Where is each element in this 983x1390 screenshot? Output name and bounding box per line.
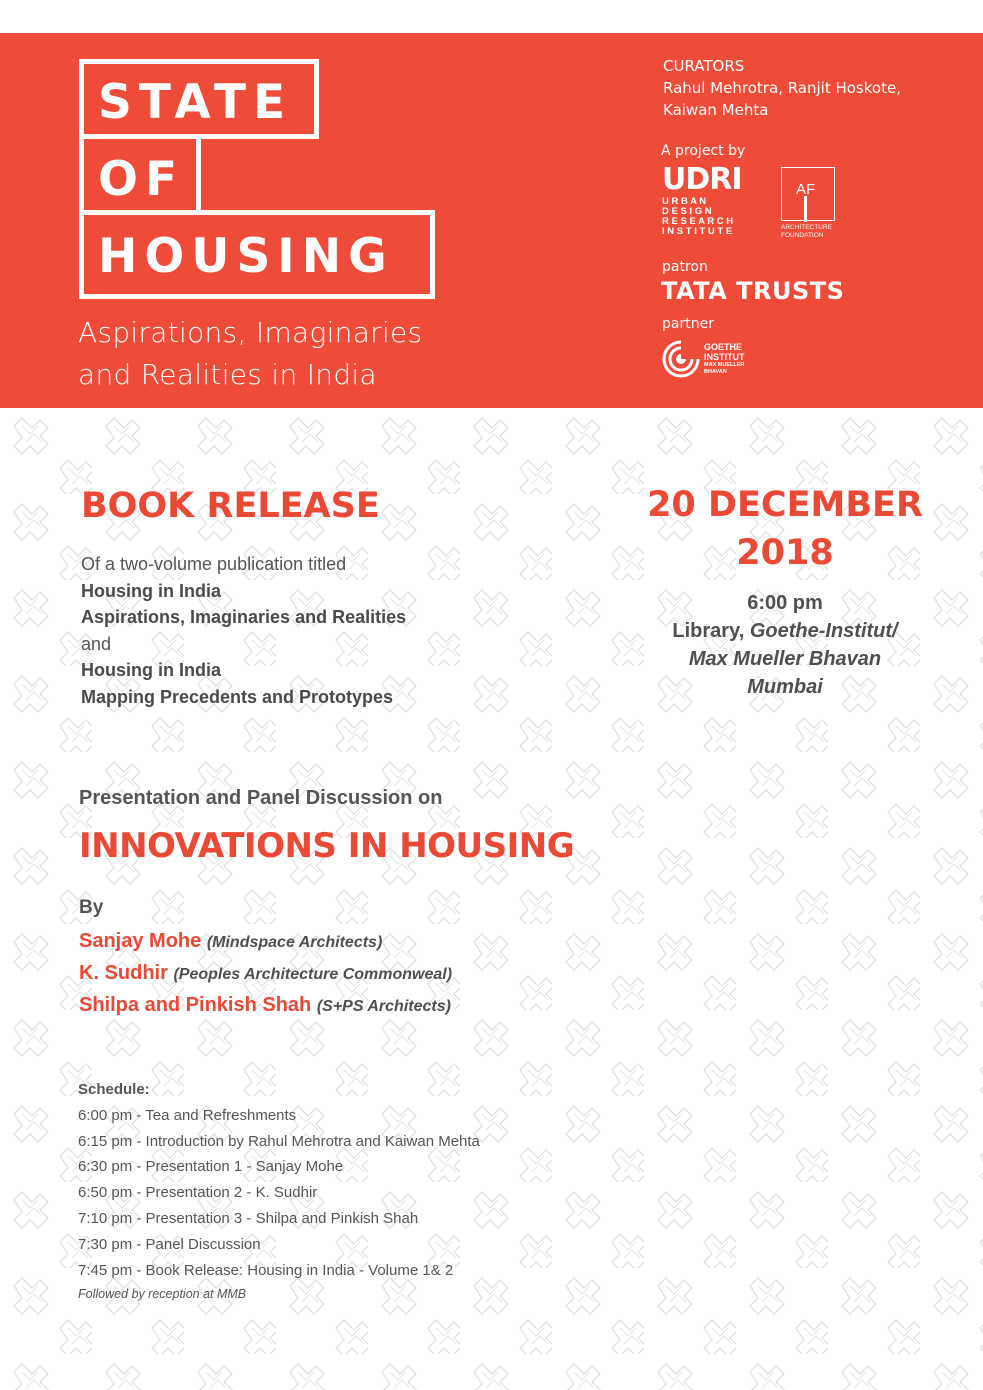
volume-1-title: Housing in India [81,580,221,601]
speakers-list [79,926,452,1022]
speaker-item [79,926,452,958]
schedule-item: 6:15 pm - Introduction by Rahul Mehrotra and Kaiwan Mehta [78,1132,480,1150]
book-release-heading: BOOK RELEASE [81,486,380,526]
venue-city: Mumbai [747,676,823,698]
book-release-description [81,551,406,710]
udri-text-2: D E S I G N [662,206,712,217]
volume-1-subtitle: Aspirations, Imaginaries and Realities [81,607,407,627]
schedule-item: 6:50 pm - Presentation 2 - K. Sudhir [78,1184,318,1202]
af-logo-box [781,167,835,221]
udri-text-4: I N S T I T U T E [662,226,733,237]
udri-mark: UDRI [662,162,742,197]
book-release-and: and [81,633,112,654]
schedule-footnote: Followed by reception at MMB [78,1287,247,1302]
schedule-block [78,1077,480,1305]
project-by-label: A project by [661,143,746,159]
af-text-2: FOUNDATION [781,232,824,239]
goethe-text-2: INSTITUT [704,352,745,362]
event-date-venue [640,481,930,701]
udri-text-3: R E S E A R C H [662,216,734,227]
discussion-title: INNOVATIONS IN HOUSING [79,826,575,866]
venue-prefix: Library, [672,620,750,642]
tata-trusts-logo: TATA TRUSTS [661,277,845,305]
logo-word-state: STATE [98,75,293,130]
af-logo [781,167,835,240]
goethe-text-3: MAX MUELLER [704,362,745,368]
speaker-firm: (Mindspace Architects) [206,934,383,951]
subtitle-line-2: and Realities in India [78,358,377,391]
goethe-text-4: BHAVAN [704,369,727,375]
schedule-item: 7:10 pm - Presentation 3 - Shilpa and Pinkish Shah [78,1209,419,1227]
partner-label: partner [662,316,714,332]
schedule-item: 7:45 pm - Book Release: Housing in India - Volume 1& 2 [78,1261,454,1279]
schedule-item: 6:00 pm - Tea and Refreshments [78,1106,297,1124]
af-logo-bar [804,196,807,222]
speaker-item [79,958,452,990]
curators-block [663,55,901,121]
speaker-name: K. Sudhir [79,962,168,984]
venue-max-mueller: Max Mueller Bhavan [688,648,882,670]
goethe-swirl-icon [661,339,701,379]
speaker-name: Shilpa and Pinkish Shah [79,994,312,1016]
patron-label: patron [662,259,708,275]
schedule-item: 6:30 pm - Presentation 1 - Sanjay Mohe [78,1158,344,1176]
schedule-item: 7:30 pm - Panel Discussion [78,1235,261,1253]
volume-2-subtitle: Mapping Precedents and Prototypes [81,686,394,707]
af-text-1: ARCHITECTURE [781,224,832,231]
af-mark: AF [796,181,816,198]
subtitle-line-1: Aspirations, Imaginaries [78,316,423,349]
speaker-item [79,990,452,1022]
speaker-firm: (S+PS Architects) [316,998,451,1015]
curators-names-line-1: Rahul Mehrotra, Ranjit Hoskote, [663,79,901,97]
volume-2-title: Housing in India [81,660,221,680]
logo-word-of: OF [98,152,185,207]
speakers-by-label: By [79,897,104,918]
curators-label: CURATORS [663,57,745,75]
speaker-name: Sanjay Mohe [79,930,202,952]
venue-goethe: Goethe-Institut/ [749,620,898,642]
speaker-firm: (Peoples Architecture Commonweal) [173,966,453,983]
goethe-text-1: GOETHE [704,342,743,352]
udri-logo [662,162,742,237]
book-release-intro: Of a two-volume publication titled [81,554,347,574]
discussion-lead: Presentation and Panel Discussion on [79,787,443,809]
curators-names-line-2: Kaiwan Mehta [663,101,769,119]
logo-word-housing: HOUSING [98,229,394,284]
event-date-line-2: 2018 [736,533,834,573]
schedule-heading: Schedule: [78,1081,150,1098]
header-banner [0,33,983,408]
event-date-line-1: 20 DECEMBER [647,485,923,525]
event-time: 6:00 pm [747,592,823,614]
udri-text-1: U R B A N [662,196,707,207]
